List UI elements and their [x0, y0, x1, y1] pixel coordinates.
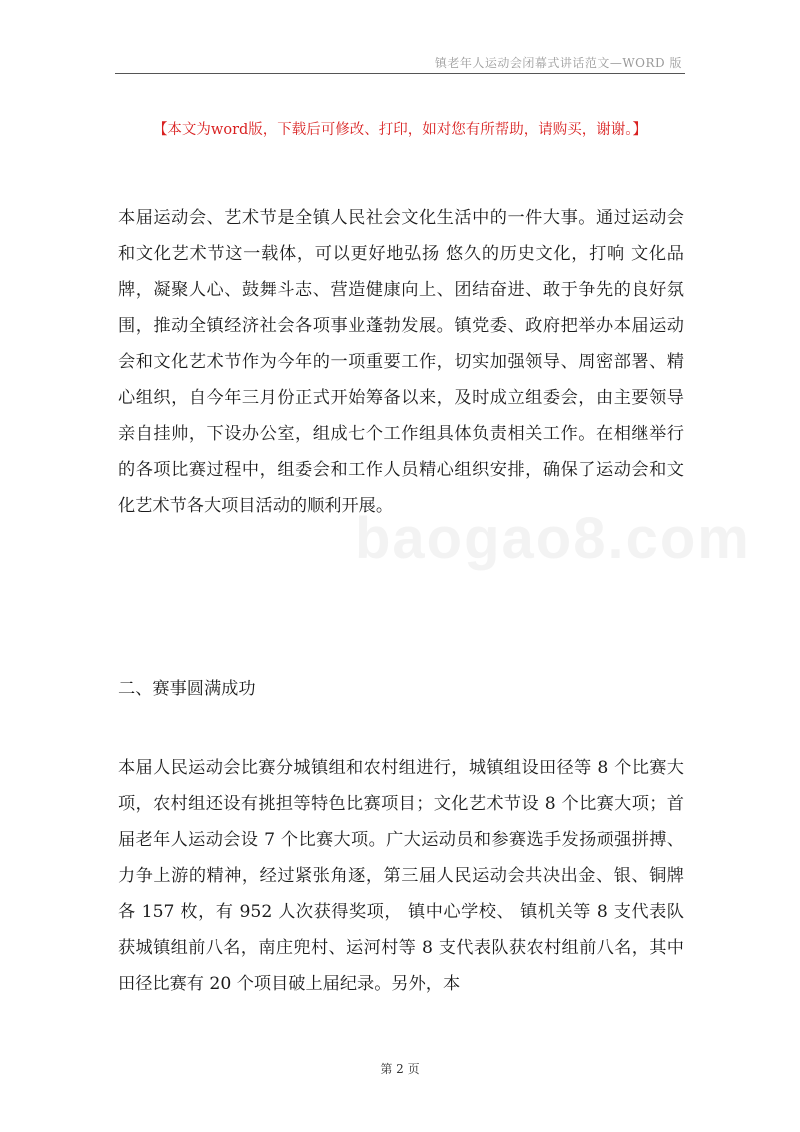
section-heading: 二、赛事圆满成功 — [118, 679, 256, 699]
purchase-notice: 【本文为word版，下载后可修改、打印，如对您有所帮助，请购买，谢谢。】 — [152, 122, 648, 138]
body-paragraph-2: 本届人民运动会比赛分城镇组和农村组进行，城镇组设田径等 8 个比赛大项，农村组还设有挑担等特色比赛项目；文化艺术节设 8 个比赛大项；首届老年人运动会设 7 个比赛大项。广大运动员和参赛选手发扬顽强拼搏、力争上游的精神，经过紧张角逐，第三届人民运动会共决出金、银、铜牌各 157 枚，有 952 人次获得奖项， 镇中心学校、 镇机关等 8 支代表队获城镇组前八名，南庄兜村、运河村等 8 支代表队获农村组前八名，其中田径比赛有 20 个项目破上届纪录。另外，本 — [118, 758, 684, 994]
page-number: 第 2 页 — [380, 1062, 420, 1076]
body-paragraph-1: 本届运动会、艺术节是全镇人民社会文化生活中的一件大事。通过运动会和文化艺术节这一载体，可以更好地弘扬 悠久的历史文化，打响 文化品牌，凝聚人心、鼓舞斗志、营造健康向上、团结奋进、敢于争先的良好氛围，推动全镇经济社会各项事业蓬勃发展。镇党委、政府把举办本届运动会和文化艺术节作为今年的一项重要工作，切实加强领导、周密部署、精心组织，自今年三月份正式开始筹备以来，及时成立组委会，由主要领导亲自挂帅，下设办公室，组成七个工作组具体负责相关工作。在相继举行的各项比赛过程中，组委会和工作人员精心组织安排，确保了运动会和文化艺术节各大项目活动的顺利开展。 — [118, 208, 684, 516]
header-divider — [115, 73, 685, 74]
watermark: baogao8.com — [355, 506, 751, 571]
document-header-title: 镇老年人运动会闭幕式讲话范文—WORD 版 — [434, 56, 682, 70]
